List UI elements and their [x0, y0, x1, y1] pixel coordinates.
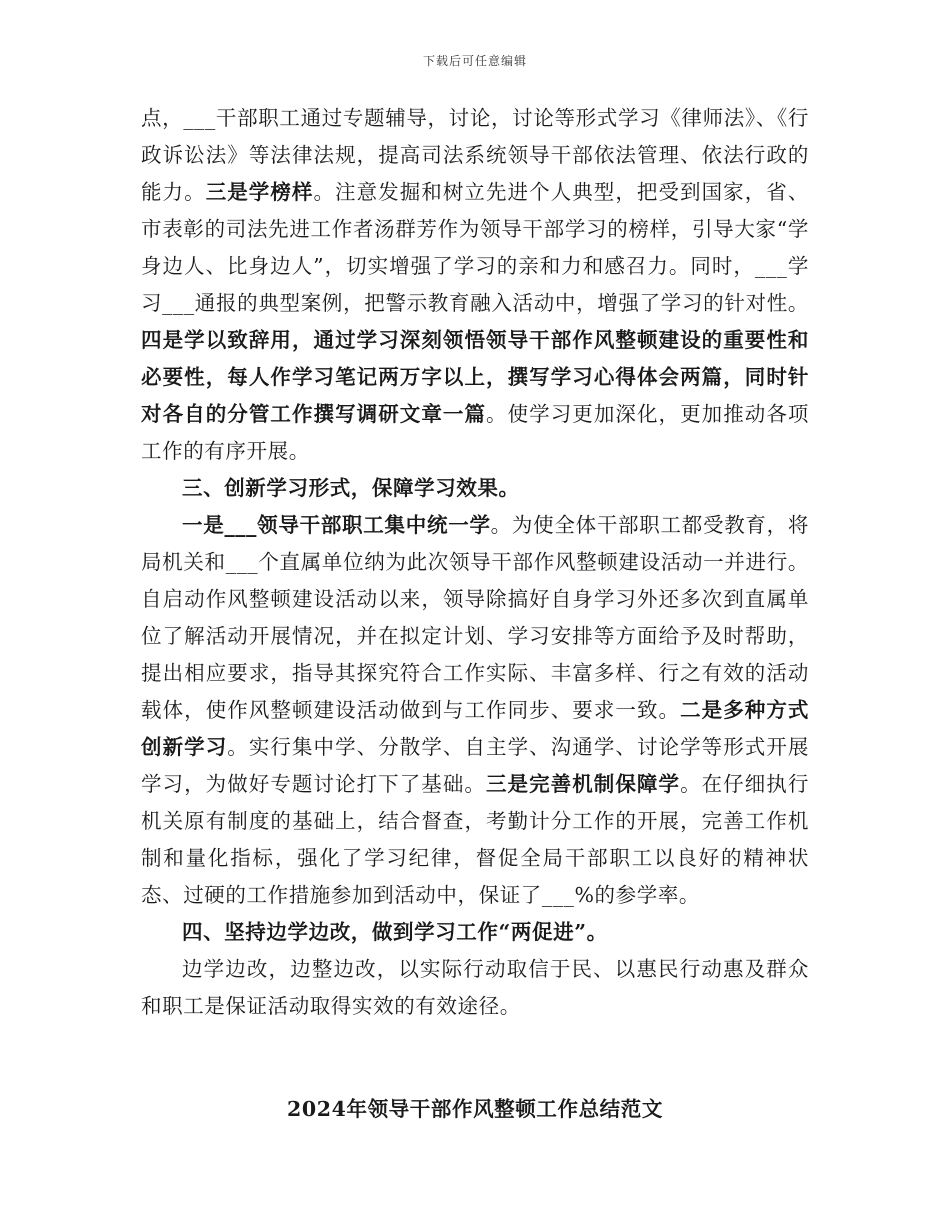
bold-run: 三是学榜样: [205, 180, 314, 204]
text-run: 。在仔细执行机关原有制度的基础上，结合督查，考勤计分工作的开展，完善工作机制和量化指标，强化了学习纪律，督促全局干部职工以良好的精神状态、过硬的工作措施参加到活动中，保证了___%的参学率。: [141, 772, 809, 907]
section-heading: [141, 470, 809, 507]
heading-text: 三、创新学习形式，保障学习效果。: [182, 476, 520, 500]
bold-run: 一是___领导干部职工集中统一学: [182, 513, 491, 537]
bold-run: 二是多种方式创新学习: [141, 698, 809, 759]
paragraph: [141, 507, 809, 914]
page-header: 下载后可任意编辑: [422, 54, 527, 68]
bold-run: 四是学以致辞用，通过学习深刻领悟领导干部作风整顿建设的重要性和必要性，每人作学习笔记两万字以上，撰写学习心得体会两篇，同时针对各自的分管工作撰写调研文章一篇: [141, 328, 809, 426]
bold-run: 三是完善机制保障学: [486, 772, 681, 796]
text-run: 。使学习更加深化，更加推动各项工作的有序开展。: [141, 402, 809, 463]
text-run: 。为使全体干部职工都受教育，将局机关和___个直属单位纳为此次领导干部作风整顿建设活动一并进行。自启动作风整顿建设活动以来，领导除搞好自身学习外还多次到直属单位了解活动开展情况，并在拟定计划、学习安排等方面给予及时帮助，提出相应要求，指导其探究符合工作实际、丰富多样、行之有效的活动载体，使作风整顿建设活动做到与工作同步、要求一致。: [141, 513, 809, 722]
document-title: 2024年领导干部作风整顿工作总结范文: [287, 1097, 663, 1121]
paragraph: [141, 951, 809, 1025]
document-body: [141, 100, 809, 1025]
heading-text: 四、坚持边学边改，做到学习工作“两促进”。: [182, 920, 608, 944]
paragraph: [141, 100, 809, 470]
text-run: 。注意发掘和树立先进个人典型，把受到国家，省、市表彰的司法先进工作者汤群芳作为领导干部学习的榜样，引导大家“学身边人、比身边人”，切实增强了学习的亲和力和感召力。同时，___学习___通报的典型案例，把警示教育融入活动中，增强了学习的针对性。: [141, 180, 809, 315]
text-run: 。实行集中学、分散学、自主学、沟通学、讨论学等形式开展学习，为做好专题讨论打下了基础。: [141, 735, 810, 796]
section-heading: [141, 914, 809, 951]
text-run: 点，___干部职工通过专题辅导，讨论，讨论等形式学习《律师法》、《行政诉讼法》等法律法规，提高司法系统领导干部依法管理、依法行政的能力。: [141, 106, 809, 204]
text-run: 边学边改，边整边改，以实际行动取信于民、以惠民行动惠及群众和职工是保证活动取得实效的有效途径。: [141, 957, 809, 1018]
